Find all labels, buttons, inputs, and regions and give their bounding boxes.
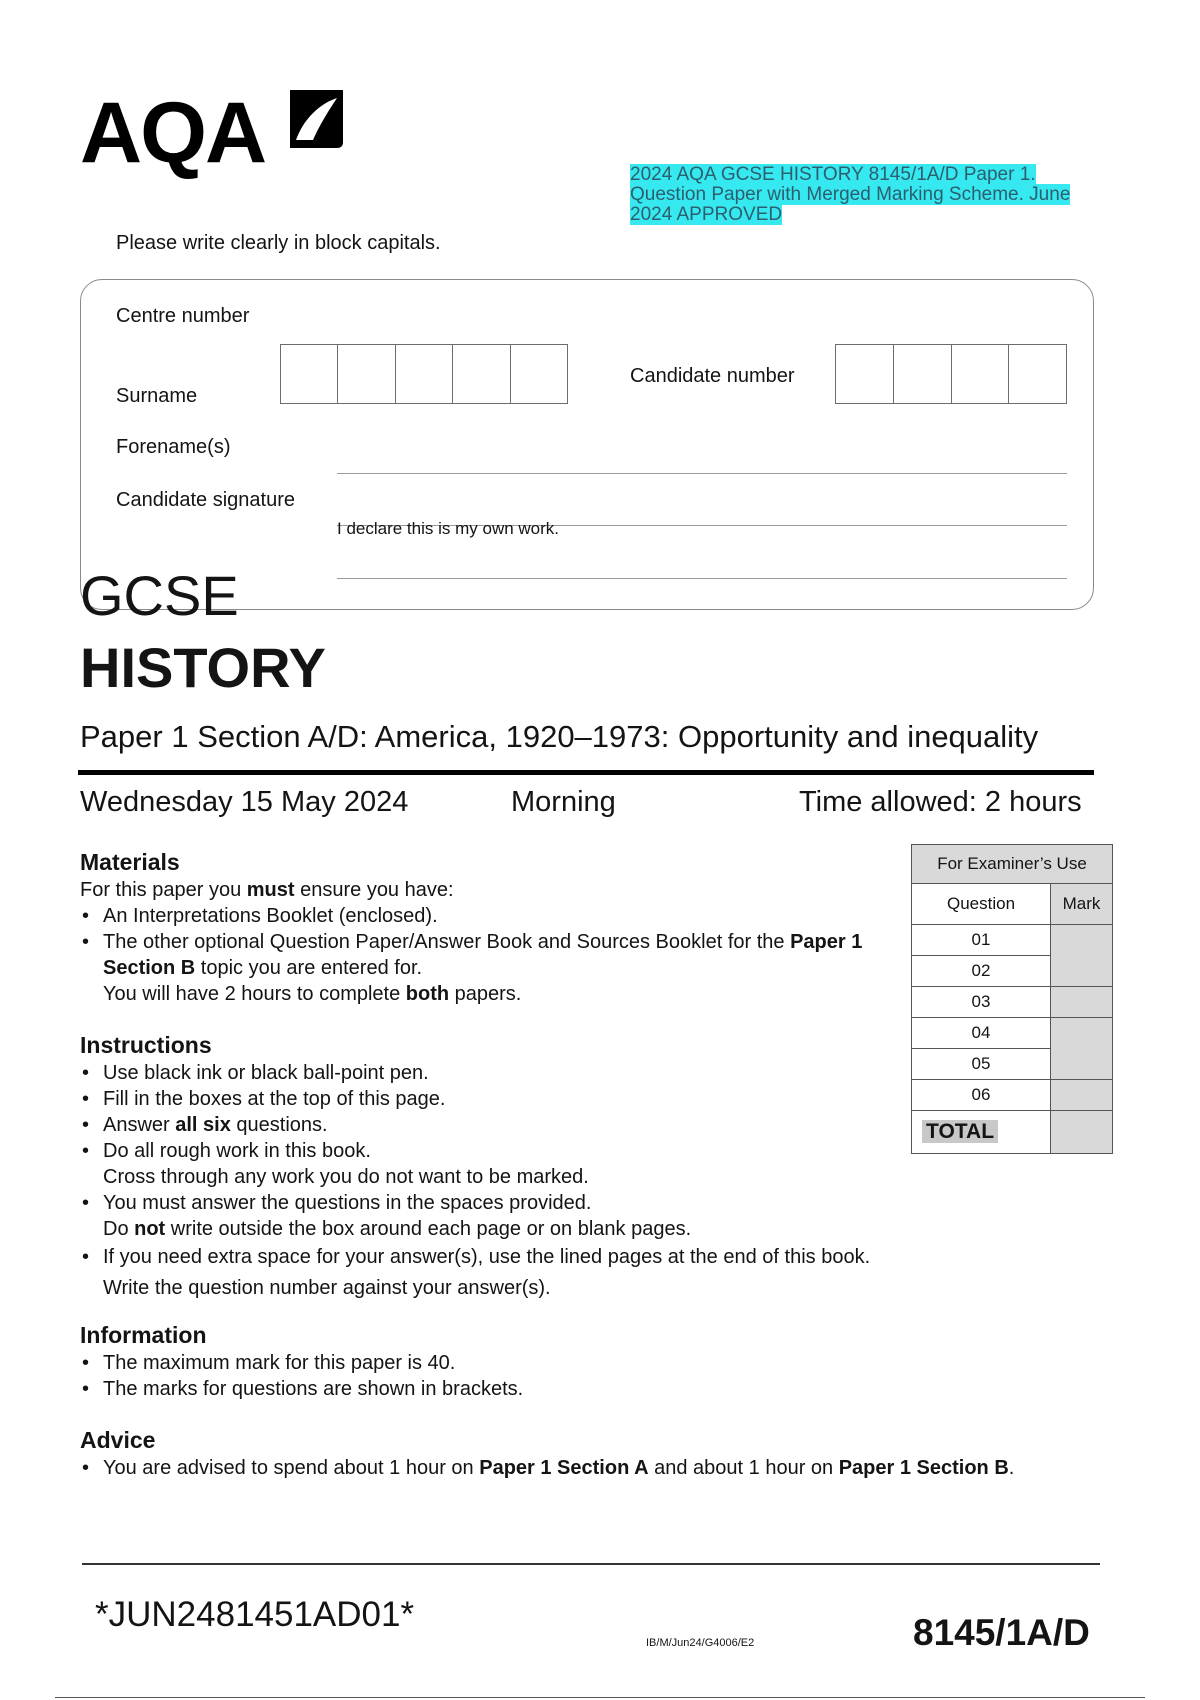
page-bottom-line (55, 1697, 1145, 1698)
advice-heading: Advice (80, 1427, 156, 1453)
materials-heading: Materials (80, 849, 180, 875)
aqa-logo (80, 85, 345, 188)
centre-number-field[interactable] (280, 344, 568, 404)
qualification-level: GCSE (80, 564, 239, 627)
candidate-number-field[interactable] (835, 344, 1067, 404)
subject-title: HISTORY (80, 636, 326, 699)
digit-box[interactable] (952, 345, 1010, 403)
question-number: 05 (912, 1049, 1051, 1080)
mark-cell[interactable] (1051, 1018, 1113, 1080)
forenames-line[interactable] (337, 473, 1067, 474)
instructions-section (80, 1030, 930, 1304)
list-item: • Answer all six questions. (80, 1112, 930, 1138)
list-item: • If you need extra space for your answer(s), use the lined pages at the end of this book. Write the question number against your answer(s). (80, 1242, 883, 1304)
paper-title: Paper 1 Section A/D: America, 1920–1973: Opportunity and inequality (80, 719, 1039, 754)
extra-line[interactable] (337, 578, 1067, 579)
question-column-header: Question (912, 884, 1051, 925)
question-number: 06 (912, 1080, 1051, 1111)
question-number: 02 (912, 956, 1051, 987)
declaration-text: I declare this is my own work. (337, 519, 560, 538)
digit-box[interactable] (1009, 345, 1066, 403)
centre-number-label: Centre number (116, 305, 250, 327)
digit-box[interactable] (836, 345, 894, 403)
question-number: 01 (912, 925, 1051, 956)
total-label-cell: TOTAL (912, 1111, 1051, 1154)
examiners-use-table (911, 844, 1113, 1154)
list-item: • The maximum mark for this paper is 40. (80, 1350, 930, 1376)
forenames-label: Forename(s) (116, 436, 231, 458)
list-item: • You must answer the questions in the spaces provided. Do not write outside the box around each page or on blank pages. (80, 1190, 930, 1242)
mark-cell[interactable] (1051, 987, 1113, 1018)
footer-divider (82, 1563, 1100, 1565)
paper-code: 8145/1A/D (913, 1612, 1090, 1653)
digit-box[interactable] (396, 345, 453, 403)
question-number: 03 (912, 987, 1051, 1018)
list-item: • You are advised to spend about 1 hour on Paper 1 Section A and about 1 hour on Paper 1 Section B. (80, 1455, 1140, 1481)
surname-label: Surname (116, 385, 198, 407)
block-capitals-instruction: Please write clearly in block capitals. (116, 232, 441, 254)
table-row (912, 1018, 1113, 1049)
approval-stamp: 2024 AQA GCSE HISTORY 8145/1A/D Paper 1. Question Paper with Merged Marking Scheme. June 2024 APPROVED (630, 164, 1071, 225)
mark-cell[interactable] (1051, 925, 1113, 987)
table-row (912, 1080, 1113, 1111)
time-allowed: Time allowed: 2 hours (799, 786, 1082, 818)
table-row (912, 987, 1113, 1018)
list-item: • Fill in the boxes at the top of this page. (80, 1086, 930, 1112)
question-number: 04 (912, 1018, 1051, 1049)
logo-text: AQA (80, 85, 266, 181)
advice-section (80, 1425, 1140, 1481)
digit-box[interactable] (894, 345, 952, 403)
barcode-text: *JUN2481451AD01* (95, 1595, 415, 1634)
list-item: • An Interpretations Booklet (enclosed). (80, 903, 930, 929)
list-item: • Do all rough work in this book. Cross through any work you do not want to be marked. (80, 1138, 930, 1190)
mark-cell[interactable] (1051, 1080, 1113, 1111)
information-heading: Information (80, 1322, 207, 1348)
logo-mark-icon (287, 90, 343, 148)
signature-label: Candidate signature (116, 489, 296, 511)
exam-session: Morning (511, 786, 616, 818)
digit-box[interactable] (338, 345, 395, 403)
total-mark-cell[interactable] (1051, 1111, 1113, 1154)
materials-intro: For this paper you must ensure you have: (80, 879, 454, 901)
mark-column-header: Mark (1051, 884, 1113, 925)
digit-box[interactable] (281, 345, 338, 403)
instructions-heading: Instructions (80, 1032, 212, 1058)
materials-note: You will have 2 hours to complete both papers. (103, 983, 522, 1005)
table-row (912, 925, 1113, 956)
candidate-number-label: Candidate number (630, 365, 795, 387)
exam-date: Wednesday 15 May 2024 (80, 786, 409, 818)
candidate-details-box (80, 279, 1094, 610)
list-item: • The marks for questions are shown in brackets. (80, 1376, 930, 1402)
reference-code: IB/M/Jun24/G4006/E2 (646, 1637, 755, 1649)
examiner-table-title: For Examiner’s Use (912, 845, 1113, 884)
digit-box[interactable] (453, 345, 510, 403)
list-item: • The other optional Question Paper/Answer Book and Sources Booklet for the Paper 1 Section B topic you are entered for. (80, 929, 873, 981)
total-row (912, 1111, 1113, 1154)
digit-box[interactable] (511, 345, 567, 403)
information-section (80, 1320, 930, 1402)
title-divider (78, 770, 1094, 775)
materials-section (80, 847, 930, 1007)
list-item: • Use black ink or black ball-point pen. (80, 1060, 930, 1086)
